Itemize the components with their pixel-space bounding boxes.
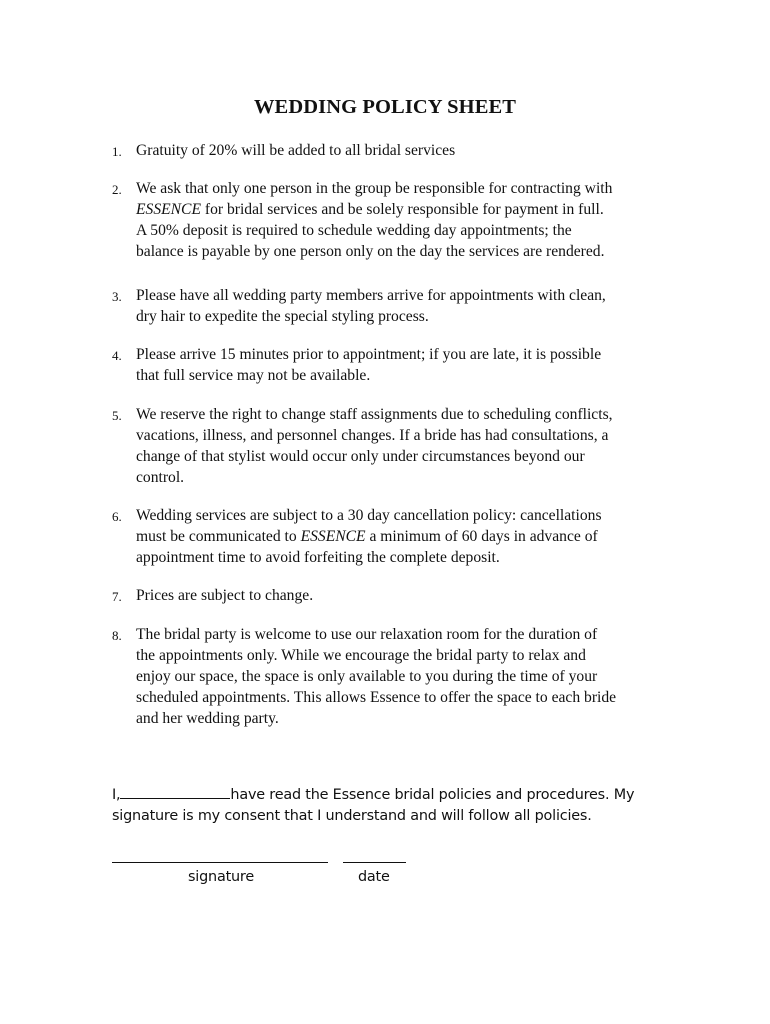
date-label: date xyxy=(358,869,390,885)
company-name: ESSENCE xyxy=(136,201,201,218)
item-text xyxy=(136,140,696,161)
item-text xyxy=(136,178,696,262)
item-text xyxy=(136,624,696,729)
item-number: 8. xyxy=(112,628,122,643)
item-number: 7. xyxy=(112,589,122,604)
company-name: ESSENCE xyxy=(300,528,366,545)
date-field[interactable] xyxy=(343,862,406,863)
item-line: dry hair to expedite the special styling process. xyxy=(136,308,429,325)
item-line: vacations, illness, and personnel changes. If a bride has had consultations, a xyxy=(136,427,609,444)
item-line: control. xyxy=(136,469,185,486)
signature-field[interactable] xyxy=(112,862,328,863)
item-line: We ask that only one person in the group be responsible for contracting with xyxy=(136,180,613,197)
item-text xyxy=(136,505,696,568)
item-number: 2. xyxy=(112,182,122,197)
item-number: 1. xyxy=(112,144,122,159)
item-number: 4. xyxy=(112,348,122,363)
signature-label: signature xyxy=(188,869,254,885)
page-title: WEDDING POLICY SHEET xyxy=(253,96,517,118)
consent-prefix: I, xyxy=(112,787,121,803)
name-blank-field[interactable] xyxy=(120,785,230,799)
consent-line-1-text: have read the Essence bridal policies and procedures. My xyxy=(230,787,635,803)
consent-line-1 xyxy=(112,785,732,806)
item-line: appointment time to avoid forfeiting the complete deposit. xyxy=(136,549,500,566)
consent-line-2: signature is my consent that I understand and will follow all policies. xyxy=(112,808,592,824)
item-number: 6. xyxy=(112,509,122,524)
item-line: A 50% deposit is required to schedule wedding day appointments; the xyxy=(136,222,572,239)
item-line: enjoy our space, the space is only available to you during the time of your xyxy=(136,668,598,685)
item-number: 3. xyxy=(112,289,122,304)
item-line: must be communicated to ESSENCE a minimum of 60 days in advance of xyxy=(136,528,598,545)
item-line: Please arrive 15 minutes prior to appointment; if you are late, it is possible xyxy=(136,346,602,363)
item-line: ESSENCE for bridal services and be solely responsible for payment in full. xyxy=(136,201,604,218)
item-line: Gratuity of 20% will be added to all bridal services xyxy=(136,142,456,159)
item-number: 5. xyxy=(112,408,122,423)
item-line: Prices are subject to change. xyxy=(136,587,314,604)
item-text xyxy=(136,585,696,606)
item-text xyxy=(136,285,696,327)
item-line: Please have all wedding party members arrive for appointments with clean, xyxy=(136,287,606,304)
consent-statement xyxy=(112,785,732,827)
item-line: Wedding services are subject to a 30 day cancellation policy: cancellations xyxy=(136,507,602,524)
item-line: The bridal party is welcome to use our relaxation room for the duration of xyxy=(136,626,598,643)
item-line: the appointments only. While we encourage the bridal party to relax and xyxy=(136,647,586,664)
item-text xyxy=(136,344,696,386)
item-line: change of that stylist would occur only under circumstances beyond our xyxy=(136,448,585,465)
item-line: We reserve the right to change staff assignments due to scheduling conflicts, xyxy=(136,406,613,423)
item-text xyxy=(136,404,696,488)
item-line: balance is payable by one person only on the day the services are rendered. xyxy=(136,243,605,260)
item-line: scheduled appointments. This allows Essence to offer the space to each bride xyxy=(136,689,617,706)
item-line: and her wedding party. xyxy=(136,710,279,727)
item-line: that full service may not be available. xyxy=(136,367,371,384)
